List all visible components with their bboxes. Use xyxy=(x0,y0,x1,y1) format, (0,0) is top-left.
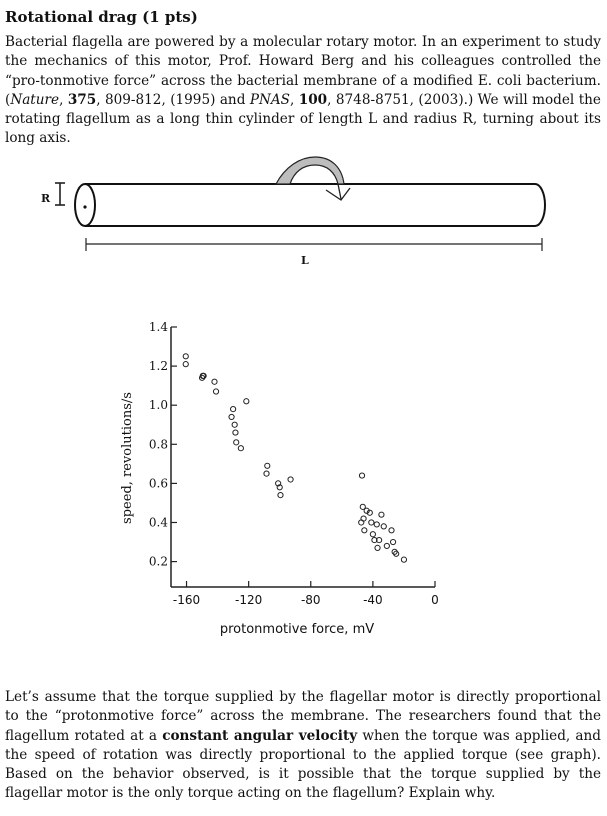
radius-marker xyxy=(55,183,65,205)
data-point xyxy=(233,430,238,435)
data-point xyxy=(265,463,270,468)
journal-name: PNAS xyxy=(249,91,290,108)
journal-name: Nature xyxy=(10,91,60,108)
data-point xyxy=(359,473,364,478)
data-point xyxy=(231,407,236,412)
x-axis-label: protonmotive force, mV xyxy=(219,622,375,637)
data-point xyxy=(244,399,249,404)
data-point xyxy=(381,524,386,529)
data-point xyxy=(384,543,389,548)
data-point xyxy=(389,528,394,533)
y-tick-label: 0.8 xyxy=(148,437,168,452)
volume-number: 375 xyxy=(67,91,97,108)
data-point xyxy=(212,379,217,384)
data-points xyxy=(183,354,406,563)
problem-title: Rotational drag (1 pts) xyxy=(5,8,198,26)
data-point xyxy=(264,471,269,476)
x-tick-label: -80 xyxy=(300,593,321,607)
data-point xyxy=(375,545,380,550)
x-tick-label: -40 xyxy=(363,593,383,607)
data-point xyxy=(401,557,406,562)
length-label: L xyxy=(301,254,309,267)
rotation-arrow-icon xyxy=(276,157,350,200)
radius-label: R xyxy=(41,192,51,205)
question-paragraph: Let’s assume that the torque supplied by the flagellar motor is directly proportional to the “protonmotive force” across the membrane. The researchers found that the flagellum rotated at a constant angular velocity when the torque was applied, and the speed of rotation was directly proportional to the applied torque (see graph). Based on the behavior observed, is it possible that the torque supplied by the flagellar motor is the only torque acting on the flagellum? Explain why. xyxy=(5,689,601,802)
y-ticks xyxy=(149,320,177,569)
data-point xyxy=(359,520,364,525)
data-point xyxy=(374,522,379,527)
data-point xyxy=(288,477,293,482)
data-point xyxy=(362,528,367,533)
x-tick-label: 0 xyxy=(431,593,439,607)
data-point xyxy=(369,520,374,525)
axis-dot xyxy=(83,205,86,208)
data-point xyxy=(390,539,395,544)
x-tick-label: -160 xyxy=(172,593,201,607)
data-point xyxy=(183,362,188,367)
speed-vs-protonmotive-force-chart xyxy=(0,310,607,650)
y-tick-label: 0.2 xyxy=(148,554,168,569)
y-axis-label: speed, revolutions/s xyxy=(120,392,135,524)
y-tick-label: 1.4 xyxy=(148,320,168,334)
data-point xyxy=(213,389,218,394)
intro-paragraph: Bacterial flagella are powered by a molecular rotary motor. In an experiment to study the mechanics of this motor, Prof. Howard Berg and his colleagues controlled the “pro-tonmotive force” across the bacterial membrane of a modified E. coli bacterium. (Nature, 375, 809-812, (1995) and PNAS, 100, 8748-8751, (2003).) We will model the rotating flagellum as a long thin cylinder of length L and radius R, turning about its long axis. xyxy=(5,34,601,147)
y-tick-label: 1.2 xyxy=(148,359,168,374)
length-dimension-line xyxy=(86,238,542,251)
volume-number: 100 xyxy=(298,91,328,108)
x-tick-label: -120 xyxy=(235,593,263,607)
y-tick-label: 0.6 xyxy=(148,476,168,491)
emphasis: constant angular velocity xyxy=(162,727,358,744)
data-point xyxy=(232,422,237,427)
data-point xyxy=(183,354,188,359)
y-tick-label: 1.0 xyxy=(148,398,168,413)
cylinder-body xyxy=(75,184,545,226)
data-point xyxy=(379,512,384,517)
data-point xyxy=(234,440,239,445)
data-point xyxy=(370,532,375,537)
data-point xyxy=(278,493,283,498)
x-ticks xyxy=(173,581,439,607)
data-point xyxy=(229,414,234,419)
data-point xyxy=(238,446,243,451)
y-tick-label: 0.4 xyxy=(148,515,168,530)
